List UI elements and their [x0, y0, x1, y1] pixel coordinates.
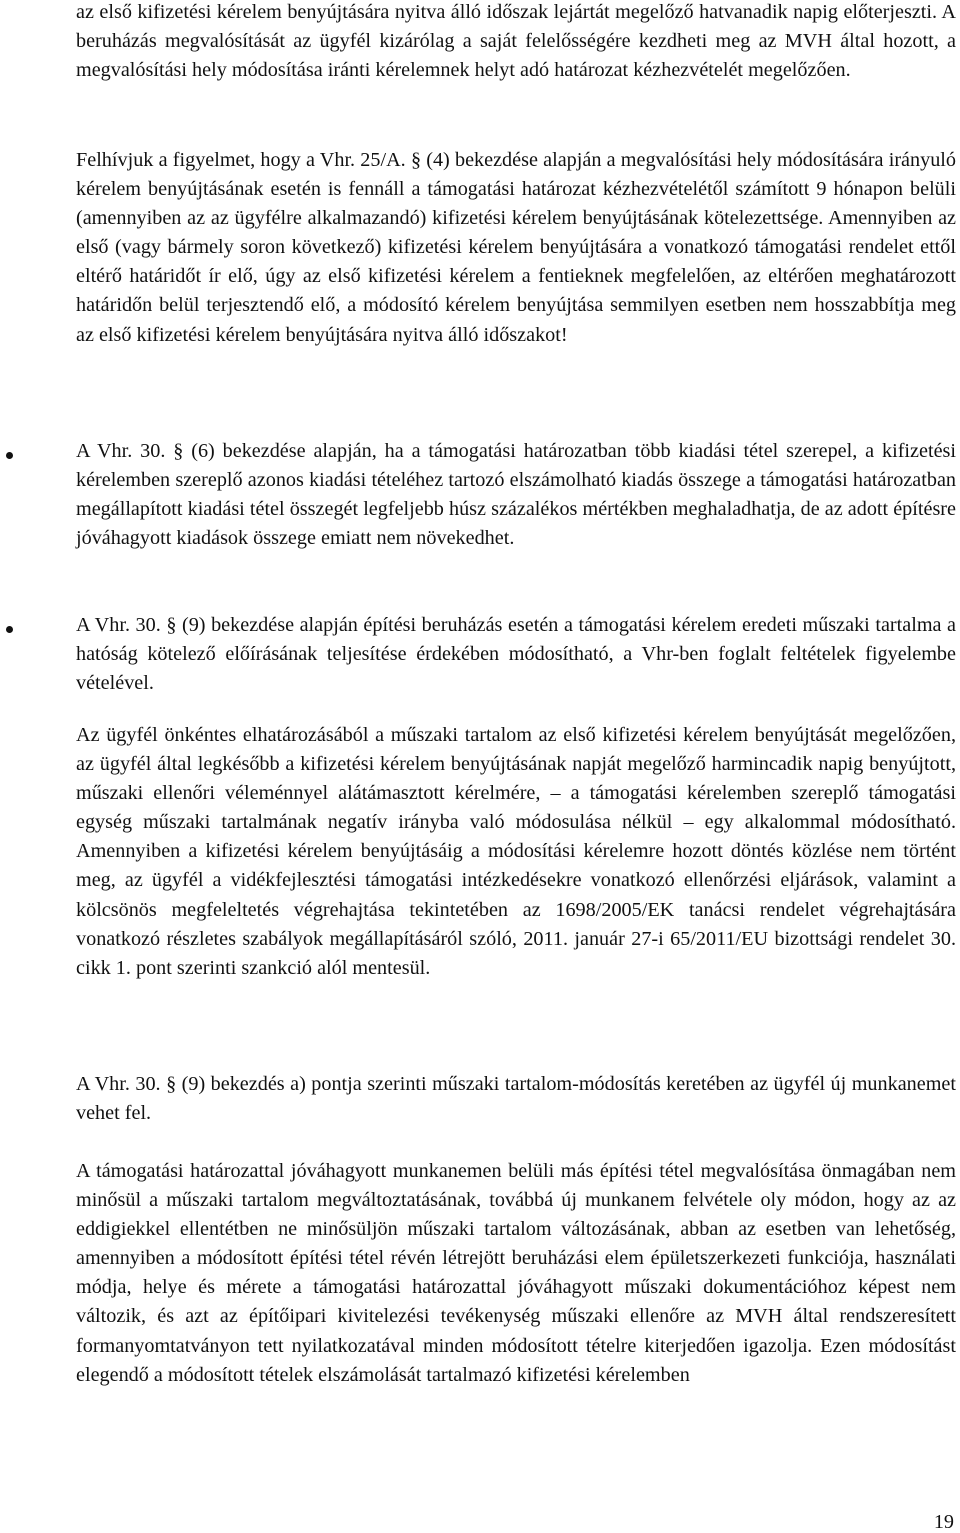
voluntary-modification-paragraph: Az ügyfél önkéntes elhatározásából a műszaki tartalom az első kifizetési kérelem benyújtását megelőzően, az ügyfél által legkésőbb a kifizetési kérelem benyújtásának napját megelőző harmincadik napig benyújtott, műszaki ellenőri véleménnyel alátámasztott kérelmére, – a támogatási kérelemben szereplő támogatási egység műszaki tartalmának negatív irányba való módosulása nélkül – egy alkalommal módosítható. Amennyiben a kifizetési kérelem benyújtásáig a módosítási kérelemre hozott döntés közlése nem történt meg, az ügyfél a vidékfejlesztési támogatási intézkedésekre vonatkozó ellenőrzési eljárások, valamint a kölcsönös megfeleltetés végrehajtása tekintetében az 1698/2005/EK tanácsi rendelet végrehajtására vonatkozó részletes szabályok megállapításáról szóló, 2011. január 27-i 65/2011/EU bizottsági rendelet 30. cikk 1. pont szerinti szankció alól mentesül.: [76, 724, 956, 979]
bullet-text: A Vhr. 30. § (6) bekezdése alapján, ha a támogatási határozatban több kiadási tétel szerepel, a kifizetési kérelemben szereplő azonos kiadási tételéhez tartozó elszámolható kiadás összege a támogatási határozatban megállapított kiadási tétel összegét legfeljebb húsz százalékos mértékben meghaladhatja, de az adott építésre jóváhagyott kiadások összege emiatt nem növekedhet.: [76, 440, 956, 550]
page-number: 19: [933, 1511, 954, 1533]
bullet-dot-icon: [6, 452, 13, 459]
work-item-paragraph: A Vhr. 30. § (9) bekezdés a) pontja szerinti műszaki tartalom-módosítás keretében az ügyfél új munkanemet vehet fel.: [76, 1073, 956, 1125]
bullet-dot-icon: [6, 626, 13, 633]
bullet-text: A Vhr. 30. § (9) bekezdése alapján építési beruházás esetén a támogatási kérelem eredeti műszaki tartalma a hatóság kötelező előírásának teljesítése érdekében módosítható, a Vhr-ben foglalt feltételek figyelembe vételével.: [76, 614, 956, 695]
notice-paragraph: Felhívjuk a figyelmet, hogy a Vhr. 25/A. § (4) bekezdése alapján a megvalósítási hely módosítására irányuló kérelem benyújtásának esetén is fennáll a támogatási határozat kézhezvételétől számított 9 hónapon belüli (amennyiben az az ügyfélre alkalmazandó) kifizetési kérelem benyújtásának kötelezettsége. Amennyiben az első (vagy bármely soron következő) kifizetési kérelem benyújtására a vonatkozó támogatási rendelet ettől eltérő határidőt ír elő, úgy az első kifizetési kérelem a fentieknek megfelelően, az eltérően meghatározott határidőn belül terjesztendő elő, a módosító kérelem benyújtása semmilyen esetben nem hosszabbítja meg az első kifizetési kérelem benyújtására nyitva álló időszakot!: [76, 149, 956, 346]
approved-work-paragraph: A támogatási határozattal jóváhagyott munkanemen belüli más építési tétel megvalósítása önmagában nem minősül a műszaki tartalom megváltoztatásának, továbbá új munkanem felvétele oly módon, hogy az az eddigiekkel ellentétben ne minősüljön műszaki tartalom változásának, abban az esetben van lehetőség, amennyiben a módosított építési tétel révén létrejött beruházási elem épületszerkezeti funkciója, használati módja, helye és mérete a támogatási határozattal jóváhagyott műszaki dokumentációhoz képest nem változik, és azt az építőipari kivitelezési tevékenység műszaki ellenőre az MVH által rendszeresített formanyomtatványon tett nyilatkozatával minden módosított tételre kiterjedően igazolja. Ezen módosítást elegendő a módosított tételek elszámolását tartalmazó kifizetési kérelemben: [76, 1160, 956, 1386]
top-paragraph: az első kifizetési kérelem benyújtására nyitva álló időszak lejártát megelőző hatvanadik napig előterjeszti. A beruházás megvalósítását az ügyfél kizárólag a saját felelősségére kezdheti meg az MVH által hozott, a megvalósítási hely módosítása iránti kérelemnek helyt adó határozat kézhezvételét megelőzően.: [76, 1, 956, 81]
